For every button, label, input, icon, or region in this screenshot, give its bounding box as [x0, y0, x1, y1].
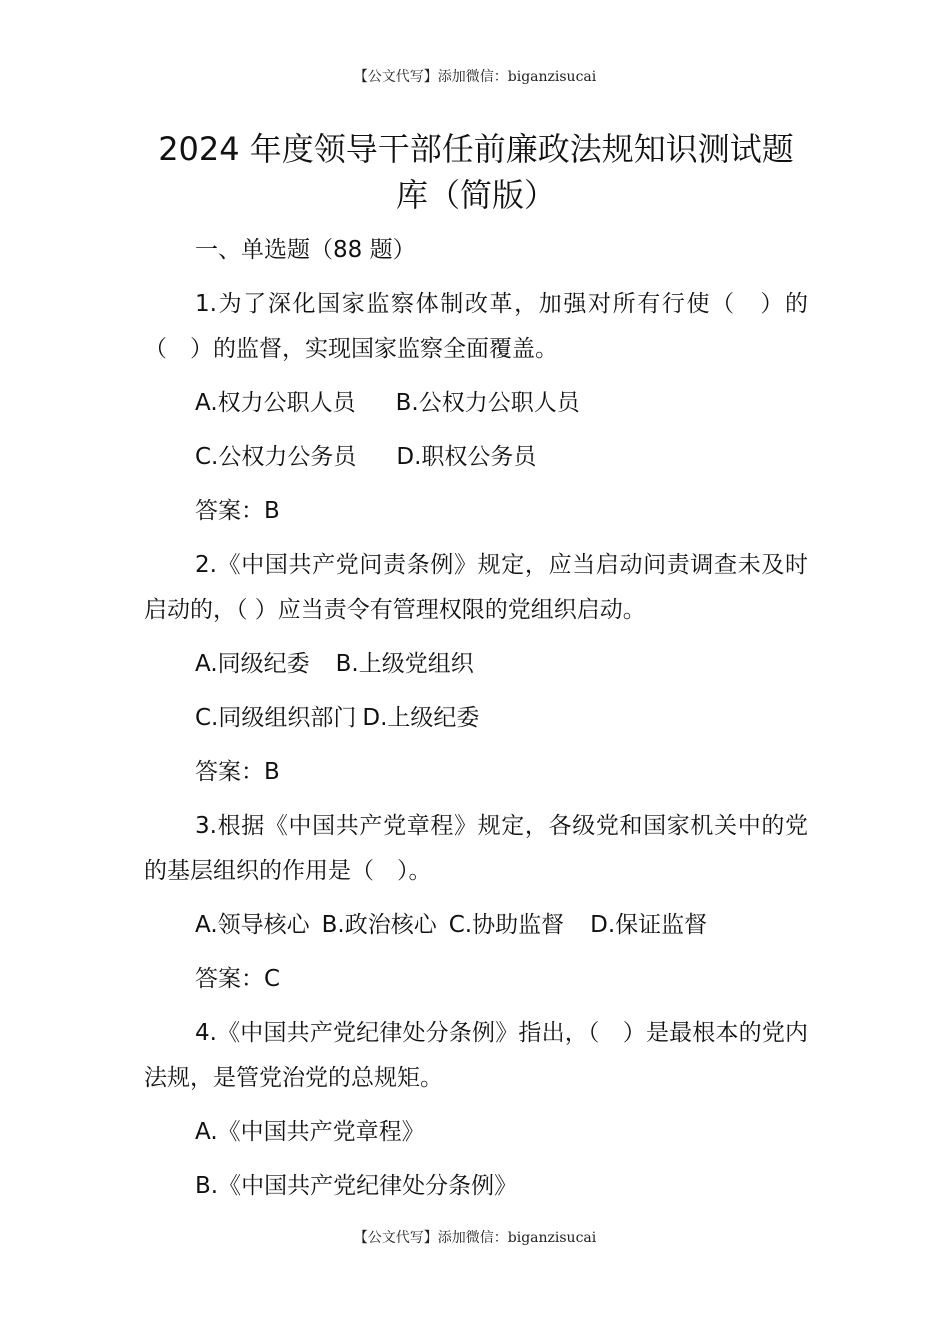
question-stem: 2.《中国共产党问责条例》规定，应当启动问责调查未及时启动的，（ ）应当责令有管理权限的党组织启动。 [144, 552, 808, 623]
option-row [144, 903, 808, 948]
answer: 答案：B [195, 759, 280, 785]
option-b: B.政治核心 [321, 912, 437, 938]
document-title [144, 126, 808, 218]
section-heading: 一、单选题（88 题） [195, 237, 416, 263]
option-row [144, 381, 808, 426]
page-footer-watermark: 【公文代写】添加微信：biganzisucai [353, 1230, 597, 1246]
question-stem: 4.《中国共产党纪律处分条例》指出，（ ）是最根本的党内法规，是管党治党的总规矩。 [144, 1020, 808, 1091]
option-row [144, 696, 808, 741]
question-stem: 3.根据《中国共产党章程》规定，各级党和国家机关中的党的基层组织的作用是（ ）。 [144, 813, 808, 884]
option-b: B.公权力公职人员 [395, 390, 580, 416]
question-stem: 1.为了深化国家监察体制改革，加强对所有行使（ ）的（ ）的监督，实现国家监察全面覆盖。 [144, 291, 808, 362]
option-a: A.领导核心 [195, 912, 310, 938]
option-a: A.《中国共产党章程》 [195, 1119, 425, 1145]
document-body [144, 126, 808, 1218]
option-row [144, 1110, 808, 1155]
option-d: D.职权公务员 [396, 444, 537, 470]
answer: 答案：B [195, 498, 280, 524]
option-b: B.上级党组织 [335, 651, 474, 677]
option-c: C.公权力公务员 [195, 444, 357, 470]
title-line-2: 库（简版） [395, 176, 556, 214]
option-row [144, 642, 808, 687]
option-b: B.《中国共产党纪律处分条例》 [195, 1173, 518, 1199]
option-a: A.同级纪委 [195, 651, 310, 677]
option-c: C.协助监督 [448, 912, 565, 938]
option-d: D.保证监督 [590, 912, 708, 938]
option-a: A.权力公职人员 [195, 390, 356, 416]
title-line-1: 2024 年度领导干部任前廉政法规知识测试题 [158, 130, 794, 168]
option-row [144, 1164, 808, 1209]
option-c: C.同级组织部门 [195, 705, 357, 731]
option-d: D.上级纪委 [362, 705, 480, 731]
question-list [144, 228, 808, 1209]
answer: 答案：C [195, 966, 281, 992]
page-header-watermark: 【公文代写】添加微信：biganzisucai [353, 69, 597, 85]
option-row [144, 435, 808, 480]
